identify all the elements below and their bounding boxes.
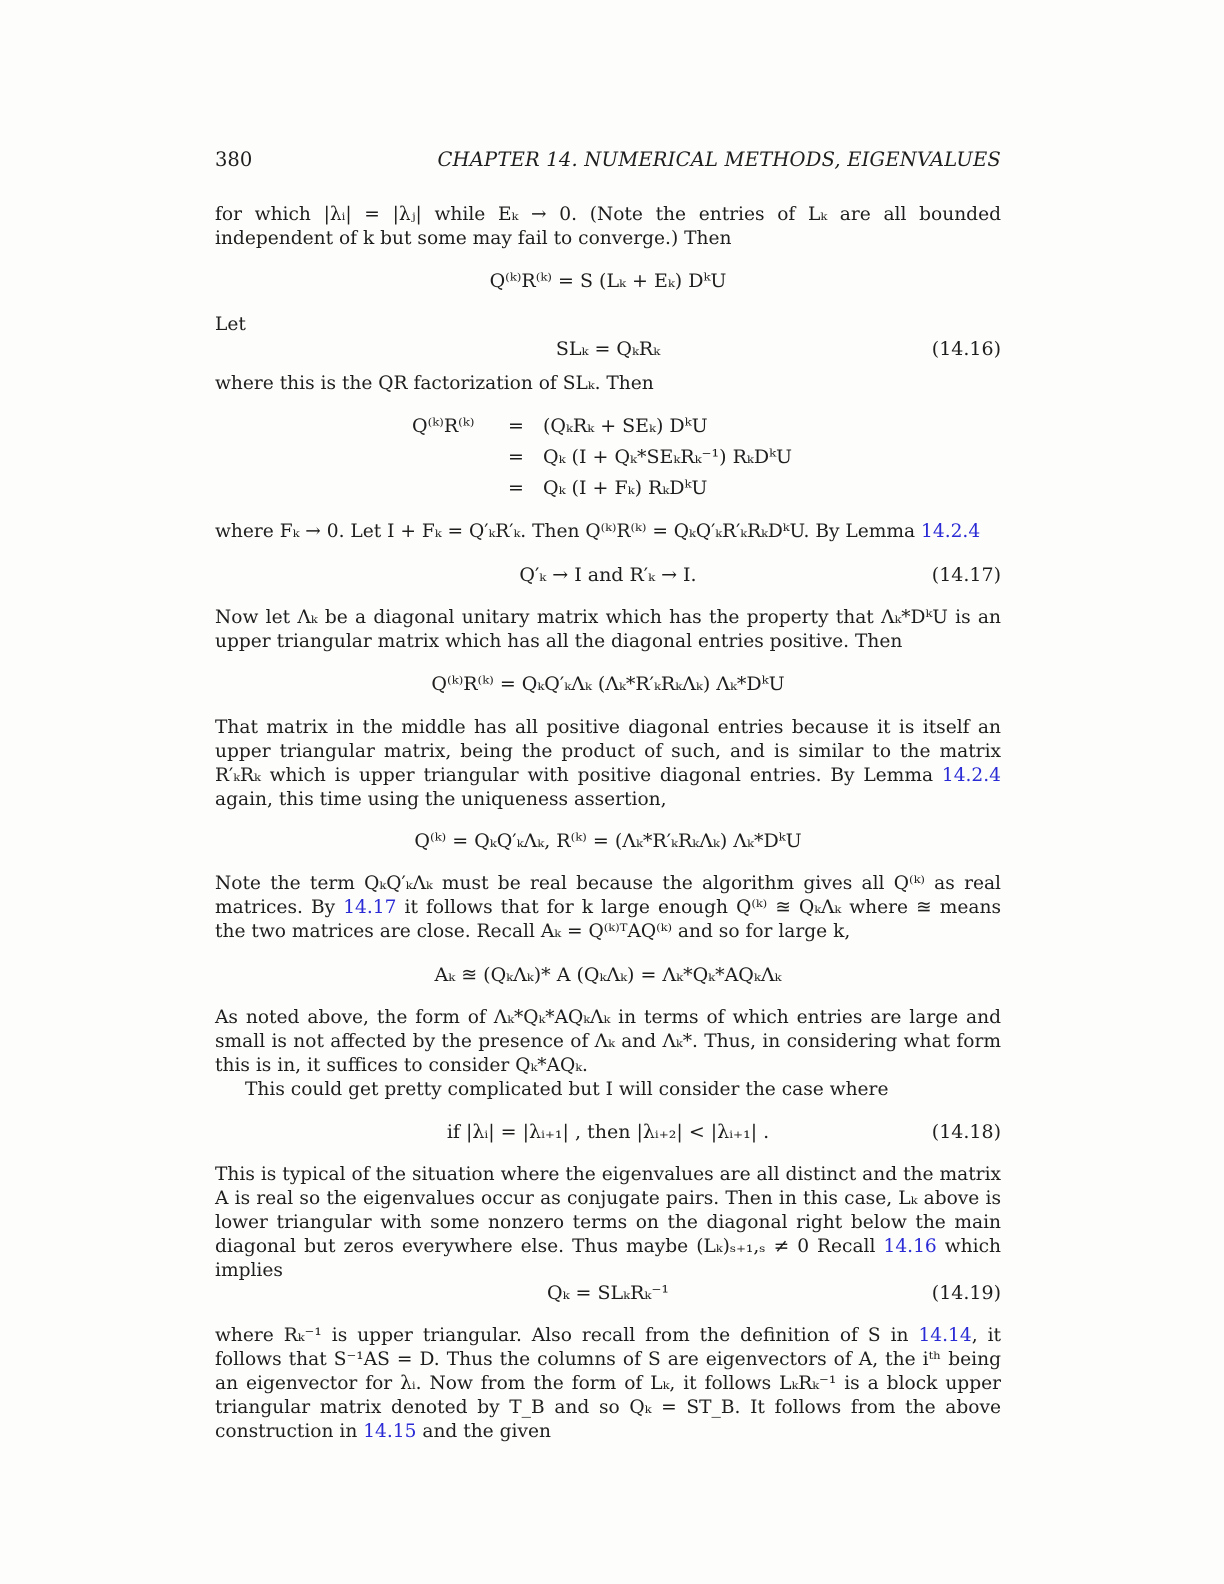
equation-relation: = <box>508 415 524 437</box>
paragraph <box>215 372 1001 396</box>
paragraph <box>215 1163 1001 1283</box>
paragraph <box>215 716 1001 812</box>
equation-row <box>412 411 832 442</box>
paragraph-text: This could get pretty complicated but I will consider the case where <box>245 1079 889 1100</box>
equation-row <box>412 442 832 473</box>
equation-row <box>412 473 832 504</box>
equation-number: (14.16) <box>931 338 1001 360</box>
paragraph <box>215 872 1001 944</box>
equation-14-17 <box>215 562 1001 588</box>
paragraph <box>215 606 1001 654</box>
running-header <box>215 148 1001 171</box>
lemma-link[interactable]: 14.2.4 <box>941 765 1001 786</box>
paragraph-text: it follows that for k large enough Q⁽ᵏ⁾ ≊ QₖΛₖ where ≊ means the two matrices are close. Recall Aₖ = Q⁽ᵏ⁾ᵀAQ⁽ᵏ⁾ and so for large k, <box>215 897 1001 942</box>
paragraph-text: which implies <box>215 1236 1001 1281</box>
equation-number: (14.17) <box>931 564 1001 586</box>
paragraph-text: , it follows that S⁻¹AS = D. Thus the columns of S are eigenvectors of A, the iᵗʰ being an eigenvector for λᵢ. Now from the form of Lₖ, it follows LₖRₖ⁻¹ is a block upper triangular matrix denoted by T_B and so Qₖ = ST_B. It follows from the above construction in <box>215 1325 1001 1442</box>
paragraph-text: where this is the QR factorization of SLₖ. Then <box>215 373 654 394</box>
equation-rhs: Qₖ (I + Fₖ) RₖDᵏU <box>543 477 708 499</box>
paragraph <box>215 203 1001 251</box>
equation-number: (14.19) <box>931 1282 1001 1304</box>
paragraph-text: As noted above, the form of Λₖ*Qₖ*AQₖΛₖ in terms of which entries are large and small is not affected by the presence of Λₖ and Λₖ*. Thus, in considering what form this is in, it suffices to consider Qₖ*AQₖ. <box>215 1007 1001 1076</box>
equation-rhs: (QₖRₖ + SEₖ) DᵏU <box>543 415 708 437</box>
equation <box>215 671 1001 697</box>
equation-14-19 <box>215 1280 1001 1306</box>
paragraph-text: for which |λᵢ| = |λⱼ| while Eₖ → 0. (Note the entries of Lₖ are all bounded independent of k but some may fail to converge.) Then <box>215 204 1001 249</box>
paragraph <box>215 1324 1001 1444</box>
equation <box>215 962 1001 988</box>
equation-link[interactable]: 14.16 <box>883 1236 937 1257</box>
paragraph-text: where Rₖ⁻¹ is upper triangular. Also recall from the definition of S in <box>215 1325 919 1346</box>
equation-body: Q⁽ᵏ⁾ = QₖQ′ₖΛₖ, R⁽ᵏ⁾ = (Λₖ*R′ₖRₖΛₖ) Λₖ*DᵏU <box>414 830 802 852</box>
equation-14-16 <box>215 336 1001 362</box>
equation-link[interactable]: 14.15 <box>363 1421 417 1442</box>
equation <box>215 828 1001 854</box>
equation-link[interactable]: 14.14 <box>918 1325 972 1346</box>
paragraph <box>215 520 1001 544</box>
aligned-equations <box>412 411 832 504</box>
equation-rhs: Qₖ (I + Qₖ*SEₖRₖ⁻¹) RₖDᵏU <box>543 446 793 468</box>
equation-body: Q⁽ᵏ⁾R⁽ᵏ⁾ = QₖQ′ₖΛₖ (Λₖ*R′ₖRₖΛₖ) Λₖ*DᵏU <box>431 673 785 695</box>
equation-number: (14.18) <box>931 1121 1001 1143</box>
equation-lhs: Q⁽ᵏ⁾R⁽ᵏ⁾ <box>412 415 475 437</box>
equation-body: Q′ₖ → I and R′ₖ → I. <box>519 564 697 586</box>
equation-14-18 <box>215 1119 1001 1145</box>
equation-relation: = <box>508 446 524 468</box>
equation-relation: = <box>508 477 524 499</box>
paragraph <box>215 1006 1001 1102</box>
equation-body: Qₖ = SLₖRₖ⁻¹ <box>547 1282 669 1304</box>
paragraph-text: This is typical of the situation where the eigenvalues are all distinct and the matrix A is real so the eigenvalues occur as conjugate pairs. Then in this case, Lₖ above is lower triangular with some nonzero terms on the diagonal right below the main diagonal but zeros everywhere else. Thus maybe (Lₖ)ₛ₊₁,ₛ ≠ 0 Recall <box>215 1164 1001 1257</box>
equation-body: Aₖ ≊ (QₖΛₖ)* A (QₖΛₖ) = Λₖ*Qₖ*AQₖΛₖ <box>434 964 782 986</box>
equation-body: if |λᵢ| = |λᵢ₊₁| , then |λᵢ₊₂| < |λᵢ₊₁| . <box>446 1121 770 1143</box>
page-number: 380 <box>215 148 253 171</box>
equation-body: Q⁽ᵏ⁾R⁽ᵏ⁾ = S (Lₖ + Eₖ) DᵏU <box>489 270 727 292</box>
equation-link[interactable]: 14.17 <box>343 897 397 918</box>
paragraph-text: Now let Λₖ be a diagonal unitary matrix which has the property that Λₖ*DᵏU is an upper triangular matrix which has all the diagonal entries positive. Then <box>215 607 1001 652</box>
equation <box>215 268 1001 294</box>
lemma-link[interactable]: 14.2.4 <box>921 521 981 542</box>
paragraph-text: That matrix in the middle has all positive diagonal entries because it is itself an upper triangular matrix, being the product of such, and is similar to the matrix R′ₖRₖ which is upper triangular with positive diagonal entries. By Lemma <box>215 717 1001 786</box>
equation-body: SLₖ = QₖRₖ <box>555 338 661 360</box>
chapter-title: CHAPTER 14. NUMERICAL METHODS, EIGENVALUES <box>437 148 1001 171</box>
paragraph-text: Let <box>215 314 246 335</box>
paragraph-text: Note the term QₖQ′ₖΛₖ must be real because the algorithm gives all Q⁽ᵏ⁾ as real matrices. By <box>215 873 1001 918</box>
paragraph-text: where Fₖ → 0. Let I + Fₖ = Q′ₖR′ₖ. Then Q⁽ᵏ⁾R⁽ᵏ⁾ = QₖQ′ₖR′ₖRₖDᵏU. By Lemma <box>215 521 922 542</box>
paragraph-text: and the given <box>416 1421 551 1442</box>
paragraph <box>215 313 1001 337</box>
paragraph-text: again, this time using the uniqueness assertion, <box>215 789 667 810</box>
